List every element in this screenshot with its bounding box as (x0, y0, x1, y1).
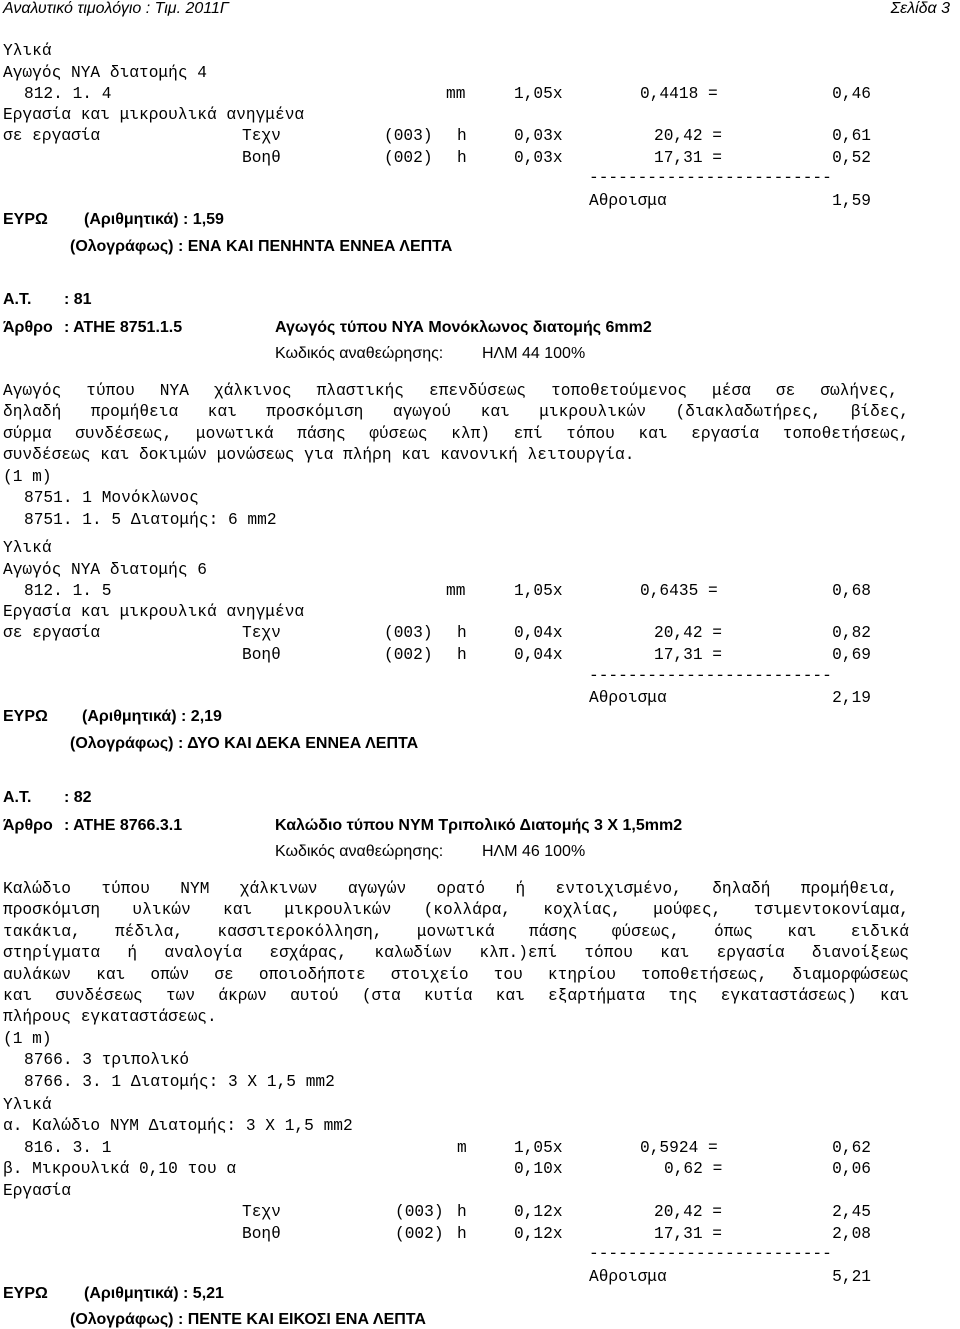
material-unit: mm (446, 582, 466, 600)
helper-code: (002) (384, 646, 433, 664)
revision-value: ΗΛΜ 44 100% (482, 345, 586, 362)
material-total: 0,62 (832, 1139, 871, 1157)
material-qty: 1,05x (514, 582, 563, 600)
work-heading: Εργασία και μικρουλικά ανηγμένα (3, 106, 305, 124)
tech-label: Τεχν (242, 624, 281, 642)
material-code: 816. 3. 1 (24, 1139, 112, 1157)
description-line: Αγωγός τύπου ΝΥΑ χάλκινος πλαστικής επενδύσεως τοποθετούμενος μέσα σε σωλήνες, (3, 382, 898, 400)
article-title: Αγωγός τύπου ΝΥΑ Μονόκλωνος διατομής 6mm2 (275, 319, 652, 336)
material-price: 0,5924 = (640, 1139, 718, 1157)
revision-label: Κωδικός αναθεώρησης: (275, 345, 444, 362)
tech-code: (003) (395, 1203, 444, 1221)
material-qty: 1,05x (514, 1139, 563, 1157)
material-b-qty: 0,10x (514, 1160, 563, 1178)
materials-heading: Υλικά (3, 42, 52, 60)
tech-label: Τεχν (242, 127, 281, 145)
description-line: και συνδέσεως των άκρων αυτού (στα κυτία και εξαρτήματα της εγκαταστάσεως) και (3, 987, 909, 1005)
unit-label: (1 m) (3, 1030, 52, 1048)
revision-value: ΗΛΜ 46 100% (482, 843, 586, 860)
material-price: 0,6435 = (640, 582, 718, 600)
tech-total: 2,45 (832, 1203, 871, 1221)
helper-label: Βοηθ (242, 646, 281, 664)
sum-value: 1,59 (832, 192, 871, 210)
tech-label: Τεχν (242, 1203, 281, 1221)
sum-value: 2,19 (832, 689, 871, 707)
material-unit: mm (446, 85, 466, 103)
material-total: 0,68 (832, 582, 871, 600)
work-heading: Εργασία (3, 1182, 71, 1200)
page-number: Σελίδα 3 (890, 0, 950, 17)
description-line: σύρμα συνδέσεως, μονωτικά πάσης φύσεως κλπ) επί τόπου και εργασία τοποθετήσεως, (3, 425, 909, 443)
material-b-total: 0,06 (832, 1160, 871, 1178)
tech-unit: h (457, 1203, 467, 1221)
tech-unit: h (457, 127, 467, 145)
helper-label: Βοηθ (242, 149, 281, 167)
description-line: προσκόμιση υλικών και μικρουλικών (κολλάρα, κοχλίας, μούφες, τσιμεντοκονίαμα, (3, 901, 909, 919)
sum-label: Αθροισμα (589, 689, 667, 707)
tech-code: (003) (384, 127, 433, 145)
sum-divider: ------------------------- (589, 169, 832, 187)
tech-qty: 0,12x (514, 1203, 563, 1221)
helper-label: Βοηθ (242, 1225, 281, 1243)
amount-numeric: (Αριθμητικά) : 5,21 (84, 1285, 224, 1302)
header-title: Αναλυτικό τιμολόγιο : Τιμ. 2011Γ (3, 0, 229, 17)
subgroup-label: 8751. 1. 5 Διατομής: 6 mm2 (24, 511, 277, 529)
item-at-number: : 81 (64, 291, 92, 308)
material-item-a: α. Καλώδιο ΝΥΜ Διατομής: 3 Χ 1,5 mm2 (3, 1117, 353, 1135)
description-line: δηλαδή προμήθεια και προσκόμιση αγωγού και μικρουλικών (διακλαδωτήρες, βίδες, (3, 403, 909, 421)
tech-qty: 0,04x (514, 624, 563, 642)
helper-total: 2,08 (832, 1225, 871, 1243)
material-unit: m (457, 1139, 467, 1157)
sum-label: Αθροισμα (589, 1268, 667, 1286)
material-code: 812. 1. 5 (24, 582, 112, 600)
helper-rate: 17,31 = (654, 149, 722, 167)
description-line: στηρίγματα ή αναλογία εσχάρας, καλωδίων κλπ.)επί τόπου και εργασία διανοίξεως (3, 944, 909, 962)
material-total: 0,46 (832, 85, 871, 103)
description-line: Καλώδιο τύπου ΝΥΜ χάλκινων αγωγών ορατό ή εντοιχισμένο, δηλαδή προμήθεια, (3, 880, 898, 898)
helper-qty: 0,04x (514, 646, 563, 664)
tech-unit: h (457, 624, 467, 642)
material-price: 0,4418 = (640, 85, 718, 103)
work-row-label: σε εργασία (3, 127, 101, 145)
helper-qty: 0,03x (514, 149, 563, 167)
item-at-label: Α.Τ. (3, 291, 32, 308)
group-label: 8751. 1 Μονόκλωνος (24, 489, 199, 507)
tech-code: (003) (384, 624, 433, 642)
helper-code: (002) (384, 149, 433, 167)
subgroup-label: 8766. 3. 1 Διατομής: 3 Χ 1,5 mm2 (24, 1073, 335, 1091)
material-b-price: 0,62 = (664, 1160, 723, 1178)
eur-label: ΕΥΡΩ (3, 211, 48, 228)
eur-label: ΕΥΡΩ (3, 708, 48, 725)
article-label: Άρθρο (3, 817, 53, 834)
tech-rate: 20,42 = (654, 1203, 722, 1221)
item-at-number: : 82 (64, 789, 92, 806)
helper-total: 0,69 (832, 646, 871, 664)
material-code: 812. 1. 4 (24, 85, 112, 103)
tech-rate: 20,42 = (654, 127, 722, 145)
group-label: 8766. 3 τριπολικό (24, 1051, 190, 1069)
work-heading: Εργασία και μικρουλικά ανηγμένα (3, 603, 305, 621)
article-label: Άρθρο (3, 319, 53, 336)
helper-unit: h (457, 646, 467, 664)
description-line: συνδέσεως και δοκιμών μονώσεως για πλήρη και κανονική λειτουργία. (3, 446, 635, 464)
tech-total: 0,82 (832, 624, 871, 642)
tech-qty: 0,03x (514, 127, 563, 145)
amount-words: (Ολογράφως) : ΠΕΝΤΕ ΚΑΙ ΕΙΚΟΣΙ ΕΝΑ ΛΕΠΤΑ (70, 1311, 426, 1328)
helper-rate: 17,31 = (654, 646, 722, 664)
article-code: : ΑΤΗΕ 8766.3.1 (64, 817, 183, 834)
material-qty: 1,05x (514, 85, 563, 103)
revision-label: Κωδικός αναθεώρησης: (275, 843, 444, 860)
description-line: πλήρους εγκαταστάσεως. (3, 1008, 217, 1026)
work-row-label: σε εργασία (3, 624, 101, 642)
amount-words: (Ολογράφως) : ΔΥΟ ΚΑΙ ΔΕΚΑ ΕΝΝΕΑ ΛΕΠΤΑ (70, 735, 419, 752)
article-code: : ΑΤΗΕ 8751.1.5 (64, 319, 183, 336)
helper-unit: h (457, 1225, 467, 1243)
article-title: Καλώδιο τύπου ΝΥΜ Τριπολικό Διατομής 3 Χ 1,5mm2 (275, 817, 683, 834)
sum-divider: ------------------------- (589, 1245, 832, 1263)
amount-numeric: (Αριθμητικά) : 1,59 (84, 211, 224, 228)
tech-total: 0,61 (832, 127, 871, 145)
materials-heading: Υλικά (3, 1096, 52, 1114)
materials-heading: Υλικά (3, 539, 52, 557)
description-line: τακάκια, πέδιλα, κασσιτεροκόλληση, μονωτικά πάσης φύσεως, όπως και ειδικά (3, 923, 909, 941)
amount-numeric: (Αριθμητικά) : 2,19 (82, 708, 222, 725)
description-line: αυλάκων και οπών σε οποιοδήποτε στοιχείο του κτηρίου τοποθετήσεως, διαμορφώσεως (3, 966, 909, 984)
helper-rate: 17,31 = (654, 1225, 722, 1243)
sum-label: Αθροισμα (589, 192, 667, 210)
material-item-b: β. Μικρουλικά 0,10 του α (3, 1160, 237, 1178)
sum-divider: ------------------------- (589, 667, 832, 685)
eur-label: ΕΥΡΩ (3, 1285, 48, 1302)
material-item: Αγωγός ΝΥΑ διατομής 4 (3, 64, 207, 82)
material-item: Αγωγός ΝΥΑ διατομής 6 (3, 561, 207, 579)
unit-label: (1 m) (3, 468, 52, 486)
helper-unit: h (457, 149, 467, 167)
amount-words: (Ολογράφως) : ΕΝΑ ΚΑΙ ΠΕΝΗΝΤΑ ΕΝΝΕΑ ΛΕΠΤΑ (70, 238, 453, 255)
helper-total: 0,52 (832, 149, 871, 167)
helper-qty: 0,12x (514, 1225, 563, 1243)
helper-code: (002) (395, 1225, 444, 1243)
sum-value: 5,21 (832, 1268, 871, 1286)
tech-rate: 20,42 = (654, 624, 722, 642)
item-at-label: Α.Τ. (3, 789, 32, 806)
